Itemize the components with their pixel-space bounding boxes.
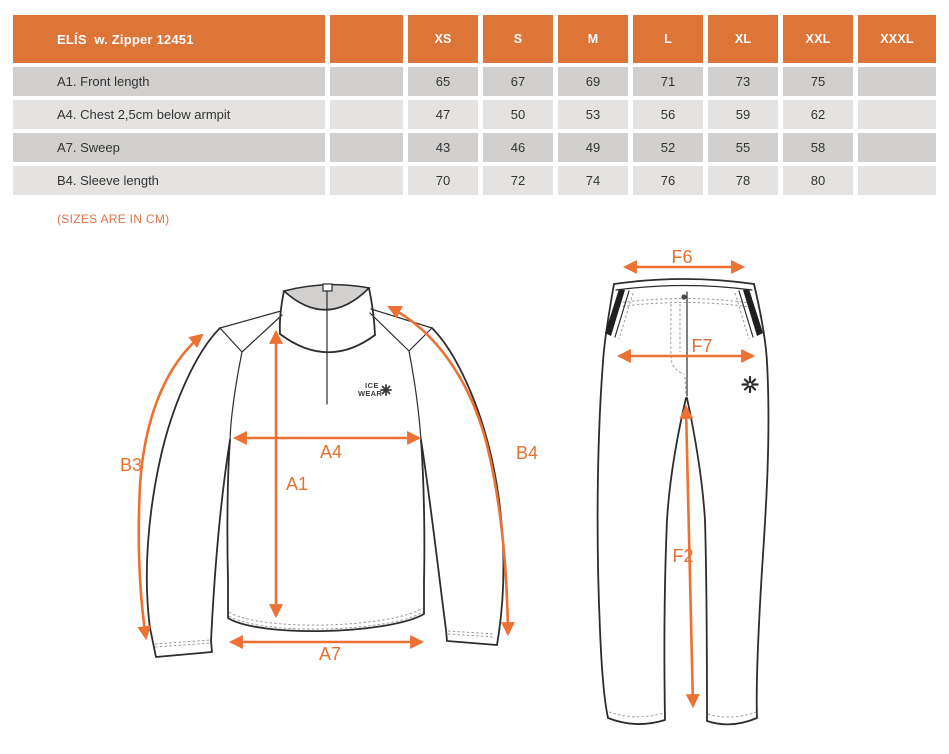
label-f6: F6	[671, 247, 693, 267]
col-header-s: S	[483, 15, 553, 63]
fly-stitch	[671, 304, 686, 395]
size-value-cell: 62	[783, 100, 853, 129]
col-header-xxxl: XXXL	[858, 15, 936, 63]
right-sleeve	[421, 328, 503, 645]
col-header-xl: XL	[708, 15, 778, 63]
right-cuff-stitch	[448, 631, 495, 637]
row-label: B4. Sleeve length	[13, 166, 325, 195]
size-value-cell: 58	[783, 133, 853, 162]
size-value-cell: 56	[633, 100, 703, 129]
snowflake-icon	[381, 385, 391, 395]
left-leg-outline	[598, 284, 686, 724]
sizes-unit-note: (SIZES ARE IN CM)	[57, 212, 170, 226]
waistband-stitch	[618, 299, 750, 308]
size-value-cell: 80	[783, 166, 853, 195]
zipper-pull	[323, 284, 332, 291]
size-value-cell: 46	[483, 133, 553, 162]
row-label: A4. Chest 2,5cm below armpit	[13, 100, 325, 129]
size-value-cell: 67	[483, 67, 553, 96]
table-title: ELÍS w. Zipper 12451	[57, 31, 194, 47]
col-header-xxl: XXL	[783, 15, 853, 63]
shirt-drawing	[120, 284, 538, 664]
size-value-cell: 73	[708, 67, 778, 96]
icewear-logo	[358, 381, 391, 398]
label-f7: F7	[691, 336, 713, 356]
row-label: A7. Sweep	[13, 133, 325, 162]
left-sleeve	[147, 328, 230, 657]
shirt-body	[227, 440, 424, 631]
size-value-cell: 59	[708, 100, 778, 129]
pants-drawing	[598, 247, 769, 724]
measure-arrow-b3	[139, 335, 202, 638]
label-f2: F2	[672, 546, 694, 566]
label-b3: B3	[119, 455, 143, 475]
size-value-cell: 50	[483, 100, 553, 129]
waist-top-edge	[614, 279, 754, 284]
leg-hem-stitch	[609, 712, 756, 717]
size-value-cell: 53	[558, 100, 628, 129]
size-value-cell: 43	[408, 133, 478, 162]
waist-button	[681, 294, 686, 299]
left-shoulder-seams	[220, 311, 282, 440]
hem-stitch	[229, 608, 423, 629]
col-header-xs: XS	[408, 15, 478, 63]
measure-arrow-b4	[389, 307, 508, 634]
snowflake-icon	[743, 377, 758, 392]
logo-line1: ICE	[364, 381, 380, 390]
size-value-cell: 75	[783, 67, 853, 96]
size-value-cell: 52	[633, 133, 703, 162]
col-header-l: L	[633, 15, 703, 63]
collar-left-edge	[280, 291, 284, 334]
size-value-cell: 78	[708, 166, 778, 195]
left-cuff-stitch	[155, 640, 211, 647]
size-value-cell: 55	[708, 133, 778, 162]
waist-inner-edge	[616, 286, 752, 291]
size-value-cell: 47	[408, 100, 478, 129]
size-value-cell: 74	[558, 166, 628, 195]
label-a7: A7	[318, 644, 342, 664]
size-value-cell: 49	[558, 133, 628, 162]
row-label: A1. Front length	[13, 67, 325, 96]
size-value-cell: 69	[558, 67, 628, 96]
col-header-m: M	[558, 15, 628, 63]
label-a4: A4	[319, 442, 343, 462]
size-value-cell: 76	[633, 166, 703, 195]
collar-right-edge	[369, 288, 375, 335]
label-b4: B4	[515, 443, 539, 463]
size-value-cell: 70	[408, 166, 478, 195]
size-value-cell: 65	[408, 67, 478, 96]
size-value-cell: 71	[633, 67, 703, 96]
size-value-cell: 72	[483, 166, 553, 195]
label-a1: A1	[285, 474, 309, 494]
logo-line2: WEAR	[357, 389, 383, 398]
